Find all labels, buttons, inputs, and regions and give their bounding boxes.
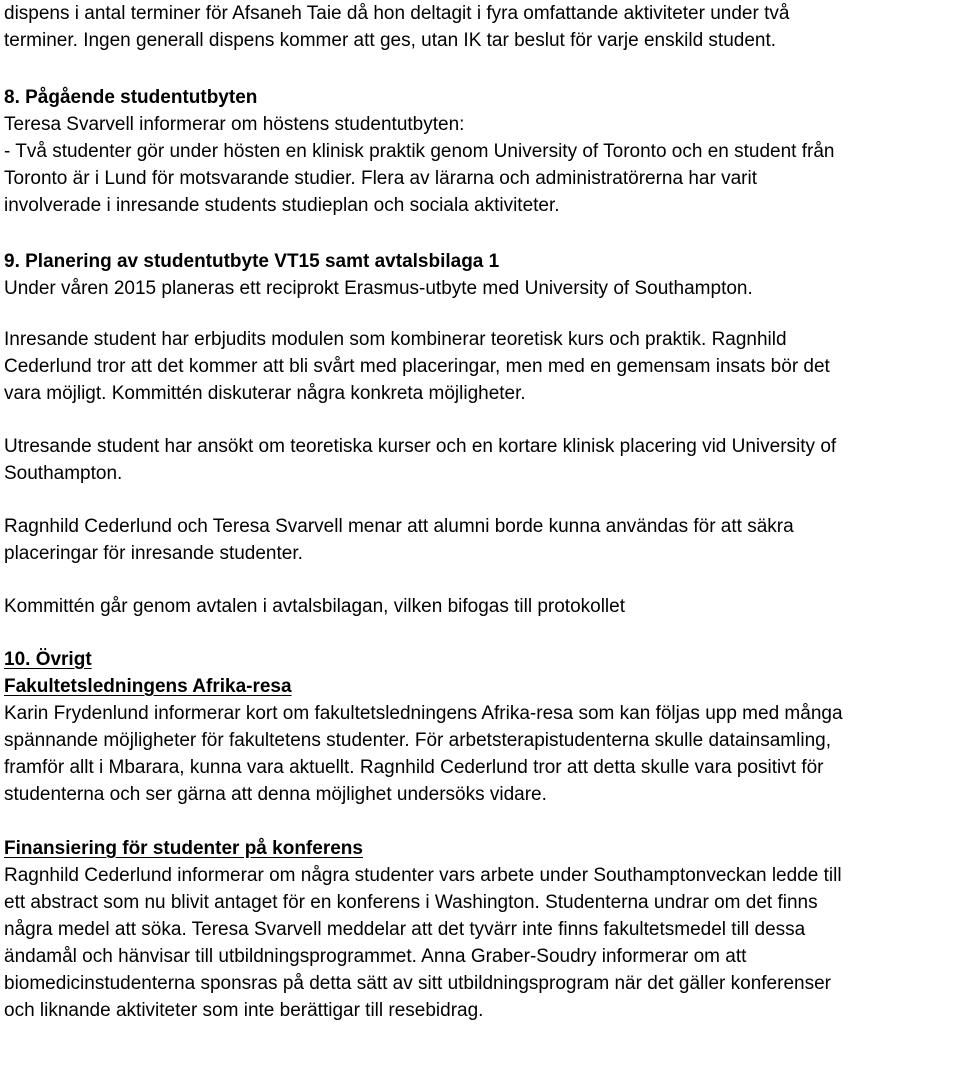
paragraph bbox=[4, 326, 958, 407]
text-line: Southampton. bbox=[4, 463, 123, 484]
text-line: terminer. Ingen generall dispens kommer att ges, utan IK tar beslut för varje enskild student. bbox=[4, 30, 777, 51]
text-line: framför allt i Mbarara, kunna vara aktuellt. Ragnhild Cederlund tror att detta skulle vara positivt för bbox=[4, 757, 824, 778]
spacer bbox=[4, 620, 958, 646]
document-page bbox=[4, 0, 958, 1024]
spacer bbox=[4, 219, 958, 248]
text-line: Toronto är i Lund för motsvarande studier. Flera av lärarna och administratörerna har varit bbox=[4, 168, 757, 189]
text-line: Kommittén går genom avtalen i avtalsbilagan, vilken bifogas till protokollet bbox=[4, 596, 625, 617]
paragraph bbox=[4, 433, 958, 487]
section-10 bbox=[4, 646, 958, 1024]
subsection-heading: Fakultetsledningens Afrika-resa bbox=[4, 676, 292, 697]
text-line: Under våren 2015 planeras ett reciprokt Erasmus-utbyte med University of Southampton. bbox=[4, 278, 753, 299]
spacer bbox=[4, 487, 958, 513]
spacer bbox=[4, 808, 958, 835]
paragraph bbox=[4, 513, 958, 567]
text-line: Karin Frydenlund informerar kort om fakultetsledningens Afrika-resa som kan följas upp med många bbox=[4, 703, 843, 724]
subsection-heading: Finansiering för studenter på konferens bbox=[4, 838, 363, 859]
text-line: Utresande student har ansökt om teoretiska kurser och en kortare klinisk placering vid University of bbox=[4, 436, 837, 457]
text-line: vara möjligt. Kommittén diskuterar några konkreta möjligheter. bbox=[4, 383, 526, 404]
section-9 bbox=[4, 248, 958, 620]
text-line: Inresande student har erbjudits modulen som kombinerar teoretisk kurs och praktik. Ragnhild bbox=[4, 329, 787, 350]
spacer bbox=[4, 407, 958, 433]
spacer bbox=[4, 54, 958, 84]
text-line: Ragnhild Cederlund och Teresa Svarvell menar att alumni borde kunna användas för att säkra bbox=[4, 516, 794, 537]
text-line: Ragnhild Cederlund informerar om några studenter vars arbete under Southamptonveckan ledde till bbox=[4, 865, 842, 886]
text-line: ett abstract som nu blivit antaget för en konferens i Washington. Studenterna undrar om det finns bbox=[4, 892, 818, 913]
spacer bbox=[4, 302, 958, 326]
intro-paragraph bbox=[4, 0, 958, 54]
section-8 bbox=[4, 84, 958, 219]
spacer bbox=[4, 567, 958, 593]
text-line: ändamål och hänvisar till utbildningsprogrammet. Anna Graber-Soudry informerar om att bbox=[4, 946, 747, 967]
text-line: Cederlund tror att det kommer att bli svårt med placeringar, men med en gemensam insats bör det bbox=[4, 356, 830, 377]
section-heading: 8. Pågående studentutbyten bbox=[4, 87, 258, 108]
text-line: biomedicinstudenterna sponsras på detta sätt av sitt utbildningsprogram när det gäller konferenser bbox=[4, 973, 831, 994]
text-line: - Två studenter gör under hösten en klinisk praktik genom University of Toronto och en student från bbox=[4, 141, 835, 162]
section-heading: 10. Övrigt bbox=[4, 649, 92, 670]
text-line: studenterna och ser gärna att denna möjlighet undersöks vidare. bbox=[4, 784, 547, 805]
section-heading: 9. Planering av studentutbyte VT15 samt avtalsbilaga 1 bbox=[4, 251, 500, 272]
text-line: Teresa Svarvell informerar om höstens studentutbyten: bbox=[4, 114, 465, 135]
text-line: några medel att söka. Teresa Svarvell meddelar att det tyvärr inte finns fakultetsmedel till dessa bbox=[4, 919, 806, 940]
text-line: och liknande aktiviteter som inte berättigar till resebidrag. bbox=[4, 1000, 484, 1021]
text-line: involverade i inresande students studieplan och sociala aktiviteter. bbox=[4, 195, 560, 216]
text-line: dispens i antal terminer för Afsaneh Taie då hon deltagit i fyra omfattande aktiviteter under två bbox=[4, 3, 790, 24]
text-line: spännande möjligheter för fakultetens studenter. För arbetsterapistudenterna skulle datainsamling, bbox=[4, 730, 831, 751]
text-line: placeringar för inresande studenter. bbox=[4, 543, 303, 564]
